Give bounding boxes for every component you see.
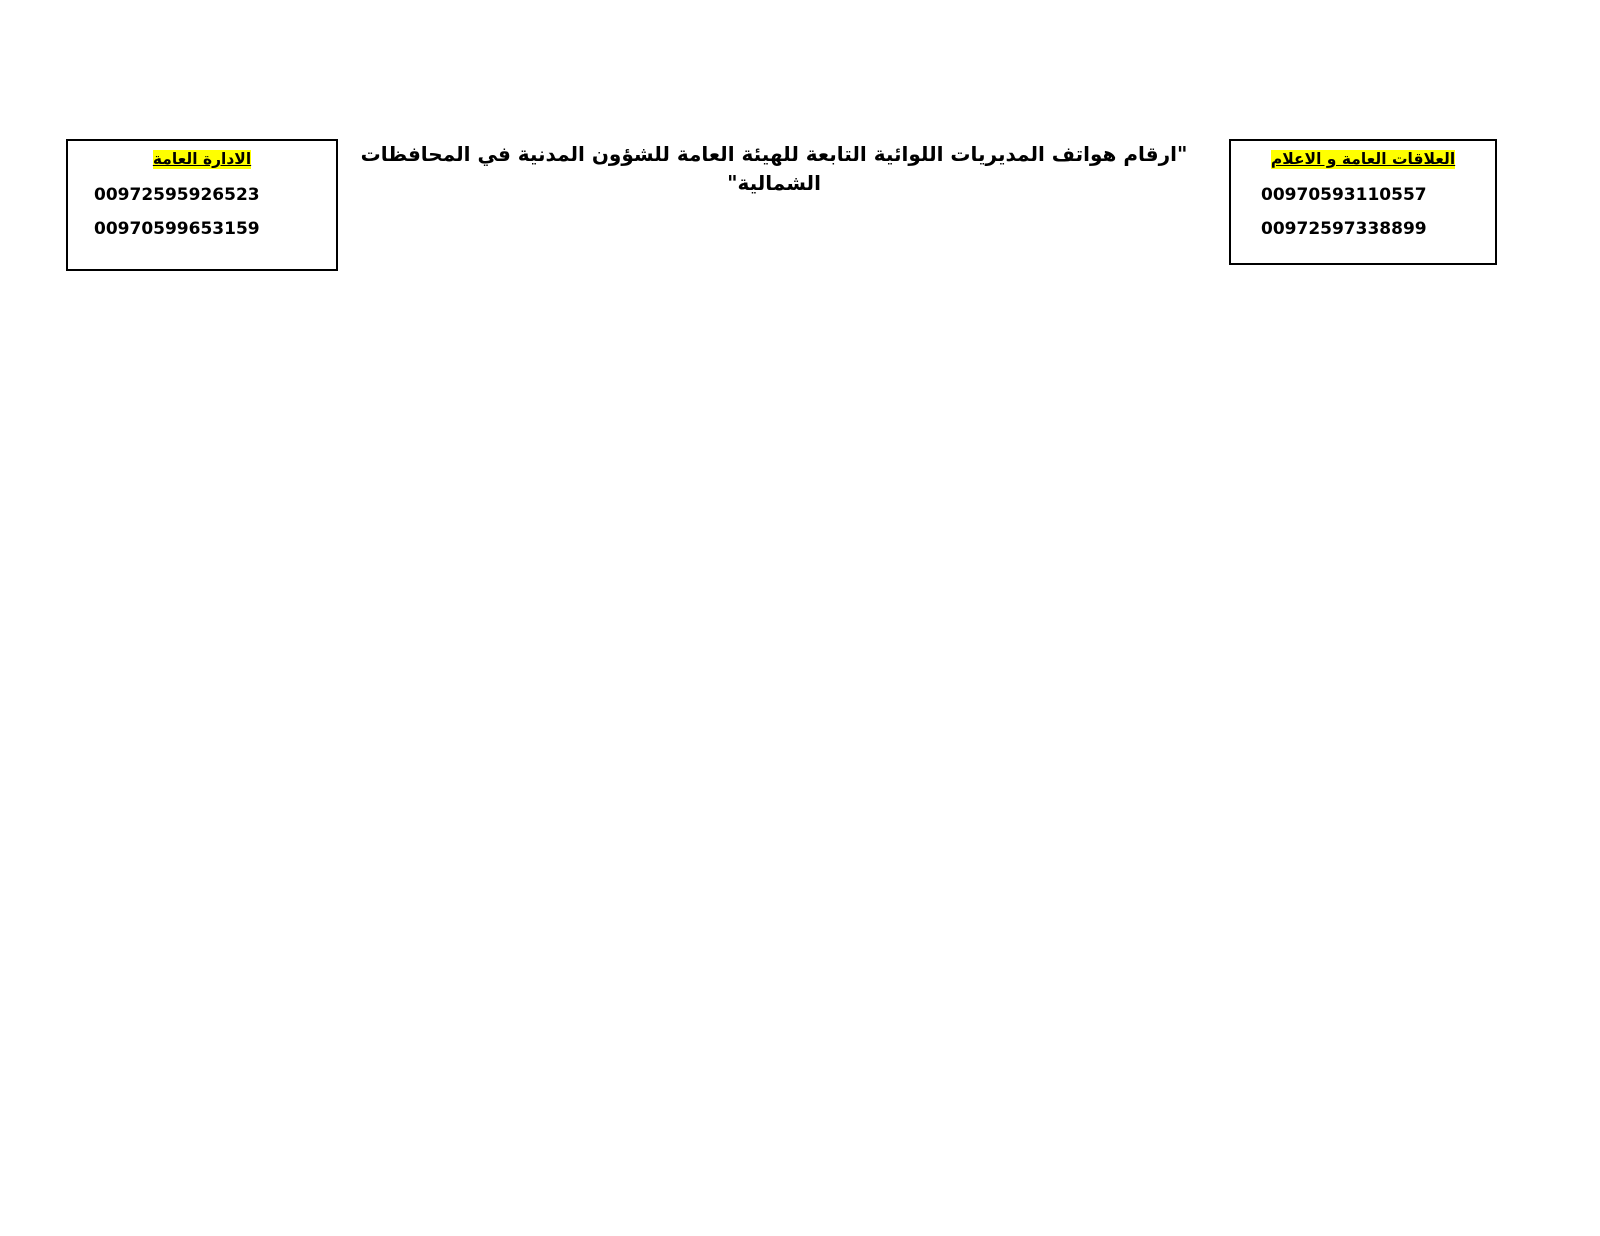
admin-phone-1: 00972595926523 [94, 185, 260, 206]
pr-phone-2: 00972597338899 [1261, 219, 1427, 240]
admin-box-title: الادارة العامة [152, 150, 252, 168]
admin-phone-2: 00970599653159 [94, 219, 260, 240]
pr-box-title: العلاقات العامة و الاعلام [1270, 150, 1456, 168]
pr-phone-1: 00970593110557 [1261, 185, 1427, 206]
page-title: "ارقام هواتف المديريات اللوائية التابعة للهيئة العامة للشؤون المدنية في المحافظات الشمالية" [360, 142, 1188, 195]
